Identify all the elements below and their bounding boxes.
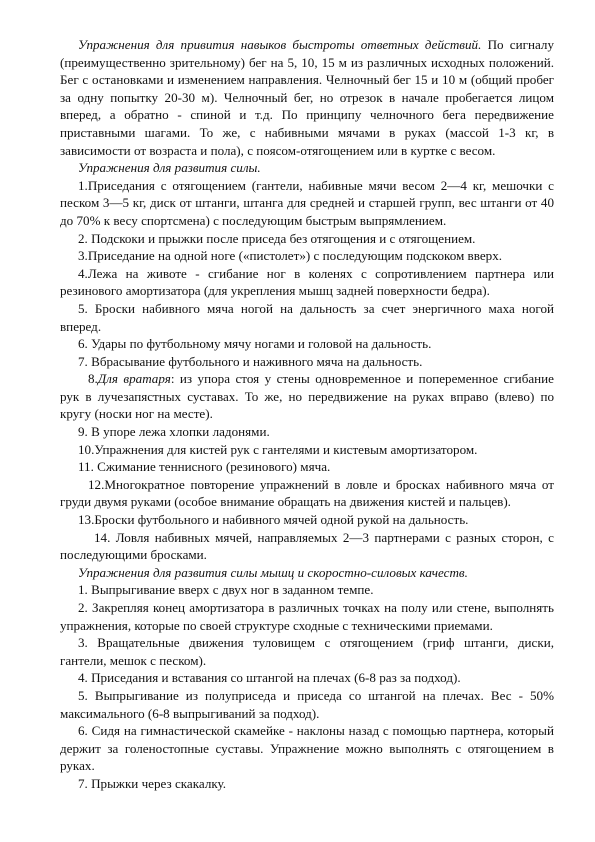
speed-strength-item-4: 4. Приседания и вставания со штангой на плечах (6-8 раз за подход). [78, 670, 461, 686]
goalkeeper-item [60, 370, 554, 423]
speed-strength-item-3: 3. Вращательные движения туловищем с отягощением (гриф штанги, диски, гантели, мешок с песком). [60, 635, 554, 668]
strength-item-7: 7. Вбрасывание футбольного и наживного мяча на дальность. [78, 353, 423, 369]
goalkeeper-number: 8. [88, 371, 98, 387]
strength-heading: Упражнения для развития силы. [78, 160, 261, 176]
speed-strength-item-6: 6. Сидя на гимнастической скамейке - наклоны назад с помощью партнера, который держит за голеностопные суставы. Упражнение можно выполнять с отягощением в руках. [60, 723, 554, 774]
strength-item-1: 1.Приседания с отягощением (гантели, набивные мячи весом 2—4 кг, мешочки с песком 3—5 кг, диск от штанги, штанга для средней и старшей групп, вес штанги от 40 до 70% к весу спортсмена) с последующим быстрым выпрямлением. [60, 177, 554, 228]
strength-item-2: 2. Подскоки и прыжки после приседа без отягощения и с отягощением. [78, 230, 476, 246]
goalkeeper-label: Для вратаря [97, 371, 171, 387]
reaction-heading: Упражнения для привития навыков быстроты ответных действий. [78, 37, 482, 52]
strength-item-10: 10.Упражнения для кистей рук с гантелями и кистевым амортизатором. [78, 441, 478, 457]
strength-item-14: 14. Ловля набивных мячей, направляемых 2—3 партнерами с разных сторон, с последующими бросками. [60, 529, 554, 563]
speed-strength-item-2: 2. Закрепляя конец амортизатора в различных точках на полу или стене, выполнять упражнения, которые по своей структуре сходные с техническими приемами. [60, 600, 554, 633]
strength-item-4: 4.Лежа на животе - сгибание ног в коленях с сопротивлением партнера или резинового амортизатора (для укрепления мышц задней поверхности бедра). [60, 265, 554, 299]
strength-item-13: 13.Броски футбольного и набивного мячей одной рукой на дальность. [78, 512, 469, 528]
strength-item-11: 11. Сжимание теннисного (резинового) мяча. [78, 459, 331, 475]
strength-item-12: 12.Многократное повторение упражнений в ловле и бросках набивного мяча от груди двумя руками (особое внимание обращать на движения кистей и пальцев). [60, 476, 554, 510]
speed-strength-item-7: 7. Прыжки через скакалку. [78, 775, 227, 791]
speed-strength-heading: Упражнения для развития силы мышц и скоростно-силовых качеств. [78, 564, 468, 580]
reaction-text: По сигналу (преимущественно зрительному) бег на 5, 10, 15 м из различных исходных положений. Бег с остановками и изменением направления. Челночный бег 15 и 10 м (общий пробег за одну попытку 20-30 м). Челночный бег, но отрезок в начале пробегается лицом вперед, а обратно - спиной и т.д. По принципу челночного бега передвижение приставными шагами. То же, с набивными мячами в руках (массой 1-3 кг, в зависимости от возраста и пола), с поясом-отягощением или в куртке с весом. [60, 37, 554, 158]
reaction-paragraph [60, 36, 554, 159]
strength-item-3: 3.Приседание на одной ноге («пистолет») с последующим подскоком вверх. [78, 248, 503, 264]
strength-item-6: 6. Удары по футбольному мячу ногами и головой на дальность. [78, 336, 432, 352]
document-page [60, 36, 554, 793]
goalkeeper-text: : из упора стоя у стены одновременное и попеременное сгибание рук в лучезапястных суставах. То же, но передвижение на руках вправо (влево) по кругу (носки ног на месте). [60, 371, 554, 422]
speed-strength-item-1: 1. Выпрыгивание вверх с двух ног в заданном темпе. [78, 582, 374, 598]
strength-item-9: 9. В упоре лежа хлопки ладонями. [78, 424, 270, 440]
strength-item-5: 5. Броски набивного мяча ногой на дальность за счет энергичного маха ногой вперед. [60, 300, 554, 334]
speed-strength-item-5: 5. Выпрыгивание из полуприседа и приседа со штангой на плечах. Вес - 50% максимального (6-8 выпрыгиваний за подход). [60, 687, 554, 721]
